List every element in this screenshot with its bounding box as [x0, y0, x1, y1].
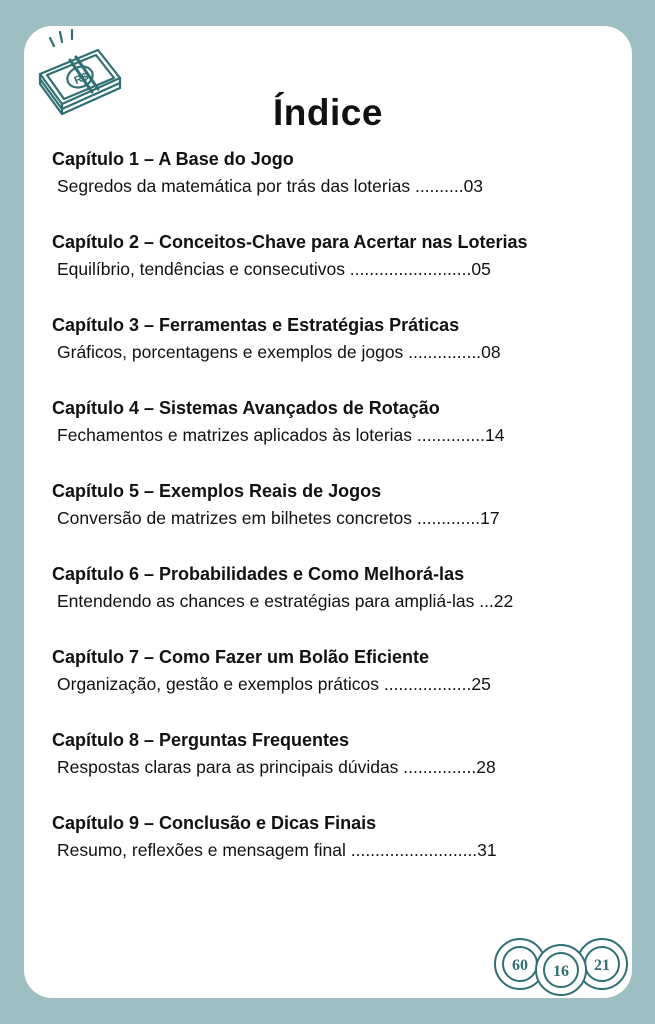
chapter-description: Gráficos, porcentagens e exemplos de jogos ...............08: [57, 342, 501, 362]
ball-number: 60: [512, 957, 528, 974]
chapter-description: Segredos da matemática por trás das loterias ..........03: [57, 176, 484, 196]
chapter-description: Resumo, reflexões e mensagem final ..........................31: [57, 840, 497, 860]
toc-entry-3[interactable]: [52, 313, 622, 395]
chapter-title: Capítulo 5 – Exemplos Reais de Jogos: [52, 481, 382, 501]
toc-entry-8[interactable]: [52, 728, 622, 810]
chapter-title: Capítulo 3 – Ferramentas e Estratégias Práticas: [52, 315, 460, 335]
toc-entry-9[interactable]: [52, 811, 622, 893]
chapter-description: Equilíbrio, tendências e consecutivos .........................05: [57, 259, 491, 279]
toc-entry-1[interactable]: [52, 147, 622, 229]
chapter-description: Conversão de matrizes em bilhetes concretos .............17: [57, 508, 500, 528]
toc-entry-2[interactable]: [52, 230, 622, 312]
chapter-title: Capítulo 7 – Como Fazer um Bolão Eficiente: [52, 647, 430, 667]
toc-entry-6[interactable]: [52, 562, 622, 644]
lottery-balls-icon: [492, 936, 632, 996]
chapter-description: Entendendo as chances e estratégias para ampliá-las ...22: [57, 591, 514, 611]
page-title: Índice: [273, 92, 383, 133]
chapter-title: Capítulo 4 – Sistemas Avançados de Rotação: [52, 398, 440, 418]
chapter-description: Respostas claras para as principais dúvidas ...............28: [57, 757, 496, 777]
ball-number: 21: [594, 957, 610, 974]
money-label: R$: [72, 70, 91, 88]
chapter-title: Capítulo 1 – A Base do Jogo: [52, 149, 294, 169]
chapter-description: Organização, gestão e exemplos práticos ..................25: [57, 674, 491, 694]
toc-entry-7[interactable]: [52, 645, 622, 727]
chapter-description: Fechamentos e matrizes aplicados às loterias ..............14: [57, 425, 505, 445]
toc-entry-4[interactable]: [52, 396, 622, 478]
toc-list: [52, 146, 622, 893]
ball-number: 16: [553, 963, 569, 980]
toc-entry-5[interactable]: [52, 479, 622, 561]
chapter-title: Capítulo 8 – Perguntas Frequentes: [52, 730, 350, 750]
chapter-title: Capítulo 2 – Conceitos-Chave para Acertar nas Loterias: [52, 232, 528, 252]
chapter-title: Capítulo 9 – Conclusão e Dicas Finais: [52, 813, 377, 833]
chapter-title: Capítulo 6 – Probabilidades e Como Melhorá-las: [52, 564, 465, 584]
toc-card: [24, 26, 632, 998]
